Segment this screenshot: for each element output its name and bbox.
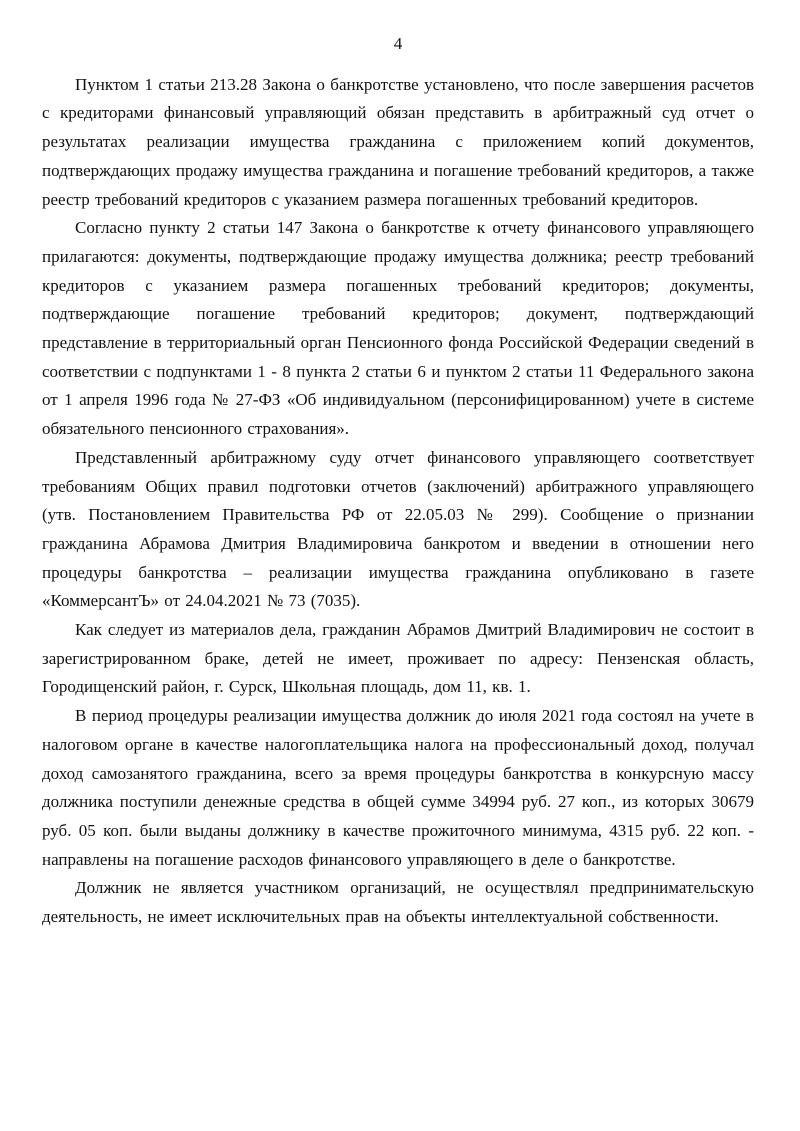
- paragraph: Представленный арбитражному суду отчет финансового управляющего соответствует требованиям Общих правил подготовки отчетов (заключений) арбитражного управляющего (утв. Постановлением Правительства РФ от 22.05.03 № 299). Сообщение о признании гражданина Абрамова Дмитрия Владимировича банкротом и введении в отношении него процедуры банкротства – реализации имущества гражданина опубликовано в газете «КоммерсантЪ» от 24.04.2021 № 73 (7035).: [42, 447, 754, 611]
- paragraph: Пунктом 1 статьи 213.28 Закона о банкротстве установлено, что после завершения расчетов с кредиторами финансовый управляющий обязан представить в арбитражный суд отчет о результатах реализации имущества гражданина с приложением копий документов, подтверждающих продажу имущества гражданина и погашение требований кредиторов, а также реестр требований кредиторов с указанием размера погашенных требований кредиторов.: [42, 74, 754, 209]
- document-body: [42, 71, 754, 932]
- paragraph: Как следует из материалов дела, гражданин Абрамов Дмитрий Владимирович не состоит в зарегистрированном браке, детей не имеет, проживает по адресу: Пензенская область, Городищенский район, г. Сурск, Школьная площадь, дом 11, кв. 1.: [42, 620, 754, 697]
- paragraph: В период процедуры реализации имущества должник до июля 2021 года состоял на учете в налоговом органе в качестве налогоплательщика налога на профессиональный доход, получал доход самозанятого гражданина, всего за время процедуры банкротства в конкурсную массу должника поступили денежные средства в общей сумме 34994 руб. 27 коп., из которых 30679 руб. 05 коп. были выданы должнику в качестве прожиточного минимума, 4315 руб. 22 коп. - направлены на погашение расходов финансового управляющего в деле о банкротстве.: [42, 706, 754, 869]
- page-number: 4: [393, 34, 403, 53]
- paragraph: Согласно пункту 2 статьи 147 Закона о банкротстве к отчету финансового управляющего прилагаются: документы, подтверждающие продажу имущества должника; реестр требований кредиторов с указанием размера погашенных требований кредиторов; документы, подтверждающие погашение требований кредиторов; документ, подтверждающий представление в территориальный орган Пенсионного фонда Российской Федерации сведений в соответствии с подпунктами 1 - 8 пункта 2 статьи 6 и пунктом 2 статьи 11 Федерального закона от 1 апреля 1996 года № 27-ФЗ «Об индивидуальном (персонифицированном) учете в системе обязательного пенсионного страхования».: [42, 218, 754, 439]
- paragraph: Должник не является участником организаций, не осуществлял предпринимательскую деятельность, не имеет исключительных прав на объекты интеллектуальной собственности.: [42, 878, 754, 927]
